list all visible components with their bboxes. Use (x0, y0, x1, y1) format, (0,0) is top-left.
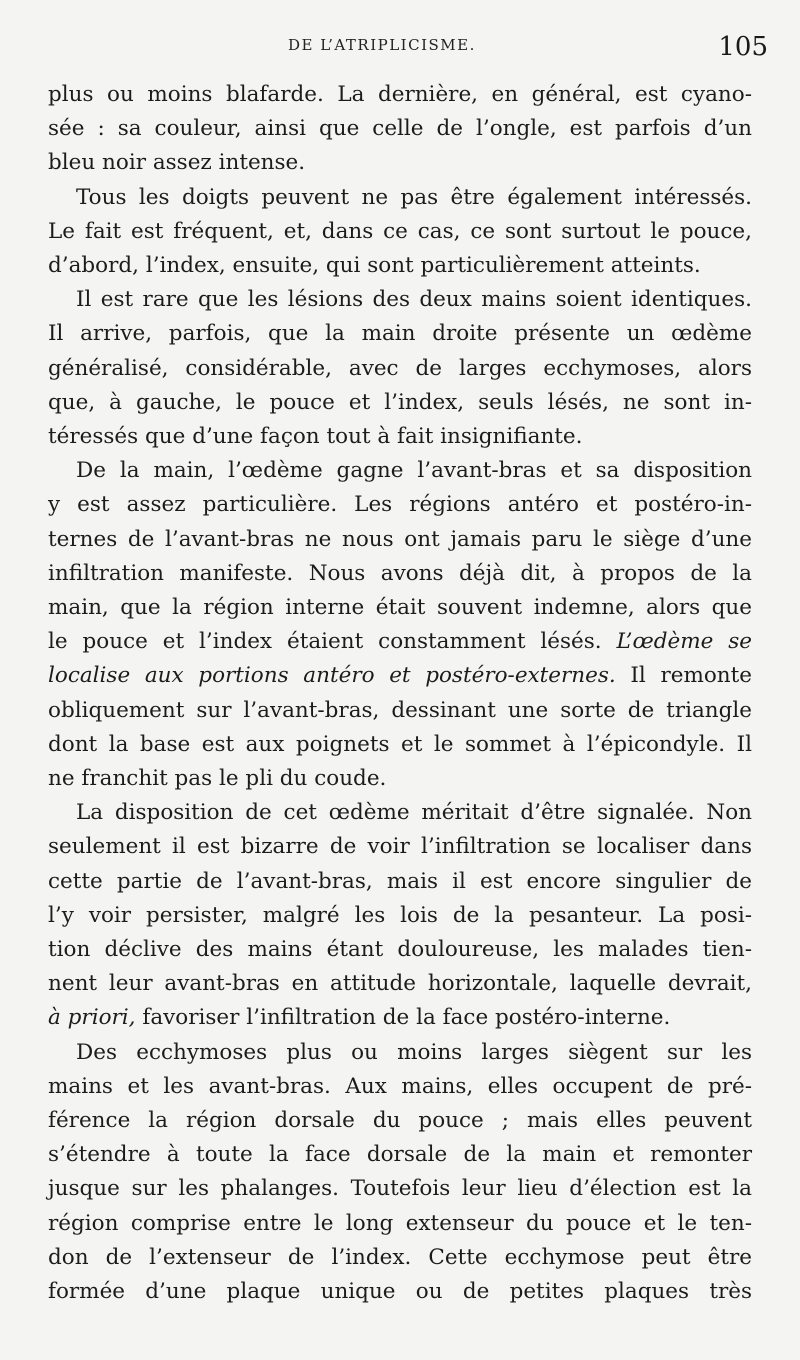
line-text: obliquement sur l’avant-bras, dessinant une sorte de triangle (48, 697, 752, 723)
text-line-content (0, 283, 800, 317)
line-text: y est assez particulière. Les régions antéro et postéro-in- (48, 492, 752, 518)
line-text: ternes de l’avant-bras ne nous ont jamais paru le siège d’une (48, 526, 752, 552)
text-line (0, 1070, 800, 1104)
line-text: formée d’une plaque unique ou de petites plaques très (48, 1279, 752, 1304)
text-line-content (0, 112, 800, 146)
text-line-content (0, 1138, 800, 1172)
text-line (0, 967, 800, 1001)
line-text: Il remonte (630, 663, 752, 689)
text-line (0, 317, 800, 351)
text-line (0, 762, 800, 796)
italic-text: localise aux portions antéro et postéro-externes. (48, 663, 616, 689)
line-text: ne franchit pas le pli du coude. (48, 766, 387, 791)
line-text: téressés que d’une façon tout à fait insignifiante. (48, 424, 583, 449)
text-line (0, 420, 800, 454)
text-line-content (0, 865, 800, 899)
line-text: nent leur avant-bras en attitude horizontale, laquelle devrait, (48, 971, 752, 997)
text-line (0, 1241, 800, 1275)
text-line-content (0, 1172, 800, 1206)
text-line (0, 352, 800, 386)
text-line (0, 830, 800, 864)
text-line-content (0, 933, 800, 967)
text-line-content (0, 146, 800, 180)
line-text: Tous les doigts peuvent ne pas être également intéressés. (76, 184, 752, 210)
text-line (0, 1138, 800, 1172)
text-line (0, 933, 800, 967)
line-text: Il arrive, parfois, que la main droite présente un œdème (48, 321, 752, 347)
line-text: Il est rare que les lésions des deux mains soient identiques. (76, 287, 752, 313)
text-line-content (0, 317, 800, 351)
line-text: s’étendre à toute la face dorsale de la main et remonter (48, 1142, 752, 1168)
text-line (0, 1172, 800, 1206)
text-line-content (0, 386, 800, 420)
text-line (0, 454, 800, 488)
text-line (0, 625, 800, 659)
line-text: jusque sur les phalanges. Toutefois leur lieu d’élection est la (48, 1176, 752, 1202)
line-text: généralisé, considérable, avec de larges ecchymoses, alors (48, 355, 752, 381)
text-line-content (0, 78, 800, 112)
line-text: main, que la région interne était souvent indemne, alors que (48, 595, 752, 620)
line-text: dont la base est aux poignets et le sommet à l’épicondyle. Il (48, 731, 752, 757)
line-text: favoriser l’infiltration de la face postéro-interne. (142, 1005, 671, 1031)
text-line (0, 865, 800, 899)
page-number: 105 (718, 32, 768, 62)
text-line-content (0, 728, 800, 762)
text-line-content (0, 591, 800, 625)
text-line-content (0, 1207, 800, 1241)
text-line (0, 1104, 800, 1138)
running-title: DE L’ATRIPLICISME. (288, 36, 476, 54)
line-text: d’abord, l’index, ensuite, qui sont particulièrement atteints. (48, 253, 701, 278)
text-line (0, 796, 800, 830)
text-line (0, 659, 800, 693)
text-line (0, 283, 800, 317)
text-line (0, 899, 800, 933)
line-text: mains et les avant-bras. Aux mains, elles occupent de pré- (48, 1073, 752, 1099)
text-line-content (0, 420, 800, 454)
text-line (0, 1275, 800, 1309)
text-line-content (0, 1241, 800, 1275)
text-line (0, 215, 800, 249)
text-line (0, 488, 800, 522)
line-text: tion déclive des mains étant douloureuse, les malades tien- (48, 937, 752, 962)
text-line (0, 78, 800, 112)
text-line (0, 523, 800, 557)
line-text: Des ecchymoses plus ou moins larges siègent sur les (76, 1039, 752, 1065)
text-line-content (0, 1070, 800, 1104)
line-text: De la main, l’œdème gagne l’avant-bras et sa disposition (76, 458, 752, 484)
italic-text: L’œdème se (616, 629, 752, 655)
text-line (0, 249, 800, 283)
text-line-content (0, 181, 800, 215)
text-line (0, 1001, 800, 1035)
text-line-content (0, 454, 800, 488)
text-line-content (0, 488, 800, 522)
text-line (0, 1207, 800, 1241)
text-line-content (0, 625, 800, 659)
text-line-content (0, 1036, 800, 1070)
text-line (0, 694, 800, 728)
text-line (0, 146, 800, 180)
line-text: l’y voir persister, malgré les lois de la pesanteur. La posi- (48, 902, 752, 928)
text-line-content (0, 830, 800, 864)
line-text: bleu noir assez intense. (48, 150, 306, 176)
text-line (0, 181, 800, 215)
text-line (0, 728, 800, 762)
line-text: La disposition de cet œdème méritait d’être signalée. Non (76, 800, 752, 826)
running-head (48, 32, 768, 62)
text-line-content (0, 557, 800, 591)
text-line-content (0, 1104, 800, 1138)
text-line-content (0, 215, 800, 249)
text-line-content (0, 899, 800, 933)
text-line (0, 112, 800, 146)
text-line-content (0, 249, 800, 283)
text-line-content (0, 352, 800, 386)
line-text: plus ou moins blafarde. La dernière, en général, est cyano- (48, 82, 752, 107)
text-line-content (0, 694, 800, 728)
text-line-content (0, 659, 800, 693)
line-text: région comprise entre le long extenseur du pouce et le ten- (48, 1210, 752, 1236)
line-text: don de l’extenseur de l’index. Cette ecchymose peut être (48, 1244, 752, 1270)
text-line-content (0, 762, 800, 796)
text-line (0, 557, 800, 591)
line-text: Le fait est fréquent, et, dans ce cas, ce sont surtout le pouce, (48, 218, 752, 244)
text-line-content (0, 967, 800, 1001)
line-text: cette partie de l’avant-bras, mais il est encore singulier de (48, 868, 752, 894)
line-text: férence la région dorsale du pouce ; mais elles peuvent (48, 1108, 752, 1133)
text-line-content (0, 1275, 800, 1309)
line-text: sée : sa couleur, ainsi que celle de l’ongle, est parfois d’un (48, 116, 752, 142)
text-line (0, 591, 800, 625)
line-text: seulement il est bizarre de voir l’infiltration se localiser dans (48, 834, 752, 860)
line-text: infiltration manifeste. Nous avons déjà dit, à propos de la (48, 560, 752, 586)
line-text: le pouce et l’index étaient constamment lésés. (48, 629, 602, 655)
text-line-content (0, 523, 800, 557)
text-line (0, 1036, 800, 1070)
text-line-content (0, 796, 800, 830)
line-text: que, à gauche, le pouce et l’index, seuls lésés, ne sont in- (48, 389, 752, 415)
text-line-content (0, 1001, 800, 1035)
text-line (0, 386, 800, 420)
italic-text: à priori, (48, 1005, 136, 1031)
